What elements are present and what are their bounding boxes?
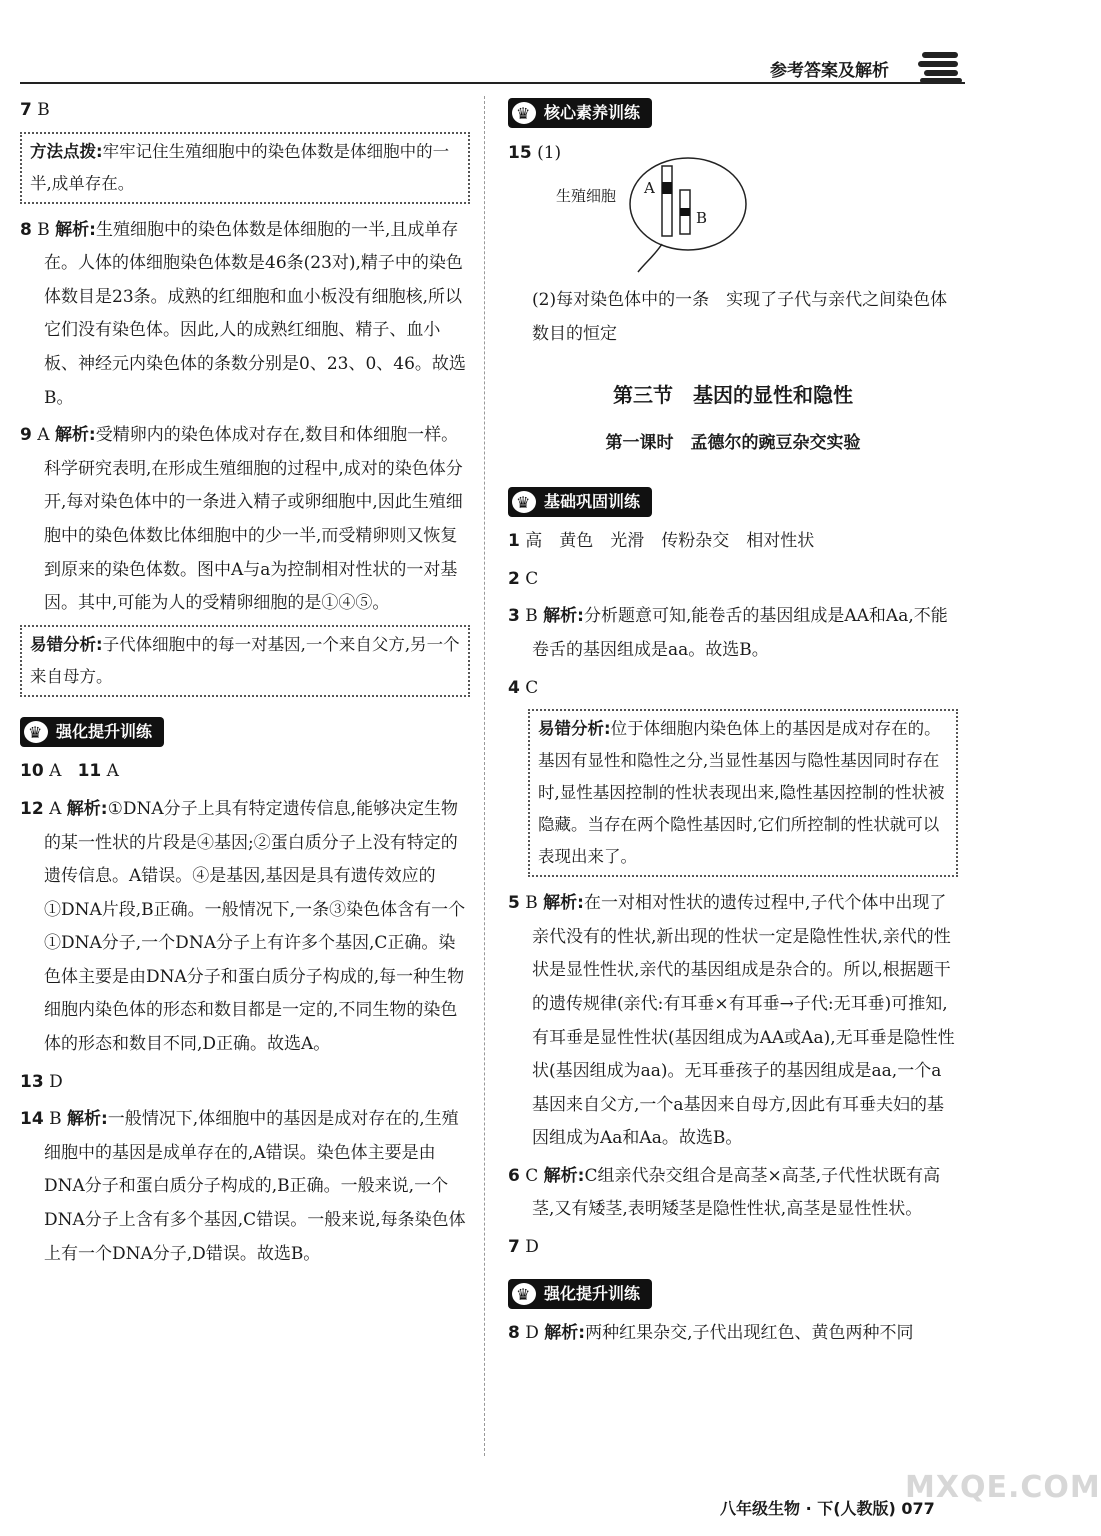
gene-label-b: B xyxy=(696,209,708,228)
diagram-label: 生殖细胞 xyxy=(556,187,617,206)
left-column xyxy=(20,94,470,1275)
answer-13: 13 D xyxy=(20,1071,63,1092)
header-rule xyxy=(20,82,965,84)
crown-icon xyxy=(512,102,536,124)
lesson-title: 第一课时 孟德尔的豌豆杂交实验 xyxy=(605,432,861,453)
section-badge-advanced-2: ♛ 强化提升训练 xyxy=(508,1279,652,1309)
tip-box-mistake: 易错分析:子代体细胞中的每一对基因,一个来自父方,另一个来自母方。 xyxy=(20,625,470,697)
answer-r5: 5 B 解析:在一对相对性状的遗传过程中,子代个体中出现了亲代没有的性状,新出现的性状一定是隐性性状,亲代的性状是显性性状,亲代的基因组成是杂合的。所以,根据题干的遗传规律(亲代:有耳垂×有耳垂→子代:无耳垂)可推知,有耳垂是显性性状(基因组成为AA或Aa),无耳垂是隐性性状(基因组成为aa)。无耳垂孩子的基因组成是aa,一个a基因来自父方,一个a基因来自母方,因此有耳垂夫妇的基因组成为Aa和Aa。故选B。 xyxy=(508,893,955,1149)
crown-icon xyxy=(512,1283,536,1305)
cell-bubble xyxy=(618,152,768,280)
answer-15-part1: 15 (1) xyxy=(508,142,562,163)
answer-r7: 7 D xyxy=(508,1237,539,1258)
header-title: 参考答案及解析 xyxy=(770,61,889,81)
watermark: MXQE.COM xyxy=(905,1470,1101,1505)
answer-r2: 2 C xyxy=(508,568,539,589)
answer-r1: 1 高 黄色 光滑 传粉杂交 相对性状 xyxy=(508,531,815,552)
answer-10-11: 10 A 11 A xyxy=(20,761,119,782)
answer-r3: 3 B 解析:分析题意可知,能卷舌的基因组成是AA和Aa,不能卷舌的基因组成是aa。故选B。 xyxy=(508,606,948,660)
answer-r4: 4 C xyxy=(508,677,539,698)
section-title: 第三节 基因的显性和隐性 xyxy=(613,383,853,408)
answer-14: 14 B 解析:一般情况下,体细胞中的基因是成对存在的,生殖细胞中的基因是成单存在的,A错误。染色体主要是由DNA分子和蛋白质分子构成的,B正确。一般来说,一个DNA分子上含有多个基因,C错误。一般来说,每条染色体上有一个DNA分子,D错误。故选B。 xyxy=(20,1109,466,1264)
section-badge-core: ♛ 核心素养训练 xyxy=(508,98,652,128)
books-icon xyxy=(916,48,964,84)
germ-cell-diagram xyxy=(508,174,958,280)
answer-r6: 6 C 解析:C组亲代杂交组合是高茎×高茎,子代性状既有高茎,又有矮茎,表明矮茎是隐性性状,高茎是显性性状。 xyxy=(508,1165,941,1220)
gene-label-a: A xyxy=(644,179,655,198)
tip-box-mistake-2: 易错分析:位于体细胞内染色体上的基因是成对存在的。基因有显性和隐性之分,当显性基因与隐性基因同时存在时,显性基因控制的性状表现出来,隐性基因控制的性状被隐藏。当存在两个隐性基因时,它们所控制的性状就可以表现出来了。 xyxy=(528,709,958,877)
answer-9: 9 A 解析:受精卵内的染色体成对存在,数目和体细胞一样。科学研究表明,在形成生殖细胞的过程中,成对的染色体分开,每对染色体中的一条进入精子或卵细胞中,因此生殖细胞中的染色体数比体细胞中的少一半,而受精卵则又恢复到原来的染色体数。图中A与a为控制相对性状的一对基因。其中,可能为人的受精卵细胞的是①④⑤。 xyxy=(20,425,463,614)
page-footer: 八年级生物 · 下(人教版) 077 xyxy=(720,1499,935,1518)
section-badge-basic: ♛ 基础巩固训练 xyxy=(508,487,652,517)
crown-icon xyxy=(512,491,536,513)
section-badge-advanced: ♛ 强化提升训练 xyxy=(20,717,164,747)
answer-8: 8 B 解析:生殖细胞中的染色体数是体细胞的一半,且成单存在。人体的体细胞染色体数是46条(23对),精子中的染色体数目是23条。成熟的红细胞和血小板没有细胞核,所以它们没有染色体。因此,人的成熟红细胞、精子、血小板、神经元内染色体的条数分别是0、23、0、46。故选B。 xyxy=(20,219,466,408)
right-column xyxy=(508,94,958,1355)
tip-box-method: 方法点拨:牢牢记住生殖细胞中的染色体数是体细胞中的一半,成单存在。 xyxy=(20,132,470,204)
crown-icon xyxy=(24,721,48,743)
column-divider xyxy=(484,96,485,1456)
answer-r8: 8 D 解析:两种红果杂交,子代出现红色、黄色两种不同 xyxy=(508,1323,914,1344)
answer-7: 7 B xyxy=(20,100,50,120)
answer-15-part2: (2)每对染色体中的一条 实现了子代与亲代之间染色体数目的恒定 xyxy=(532,290,948,344)
answer-12: 12 A 解析:①DNA分子上具有特定遗传信息,能够决定生物的某一性状的片段是④基因;②蛋白质分子上没有特定的遗传信息。A错误。④是基因,基因是具有遗传效应的①DNA片段,B正确。一般情况下,一条③染色体含有一个①DNA分子,一个DNA分子上有许多个基因,C正确。染色体主要是由DNA分子和蛋白质分子构成的,每一种生物细胞内染色体的形态和数目都是一定的,不同生物的染色体的形态和数目不同,D正确。故选A。 xyxy=(20,798,466,1055)
